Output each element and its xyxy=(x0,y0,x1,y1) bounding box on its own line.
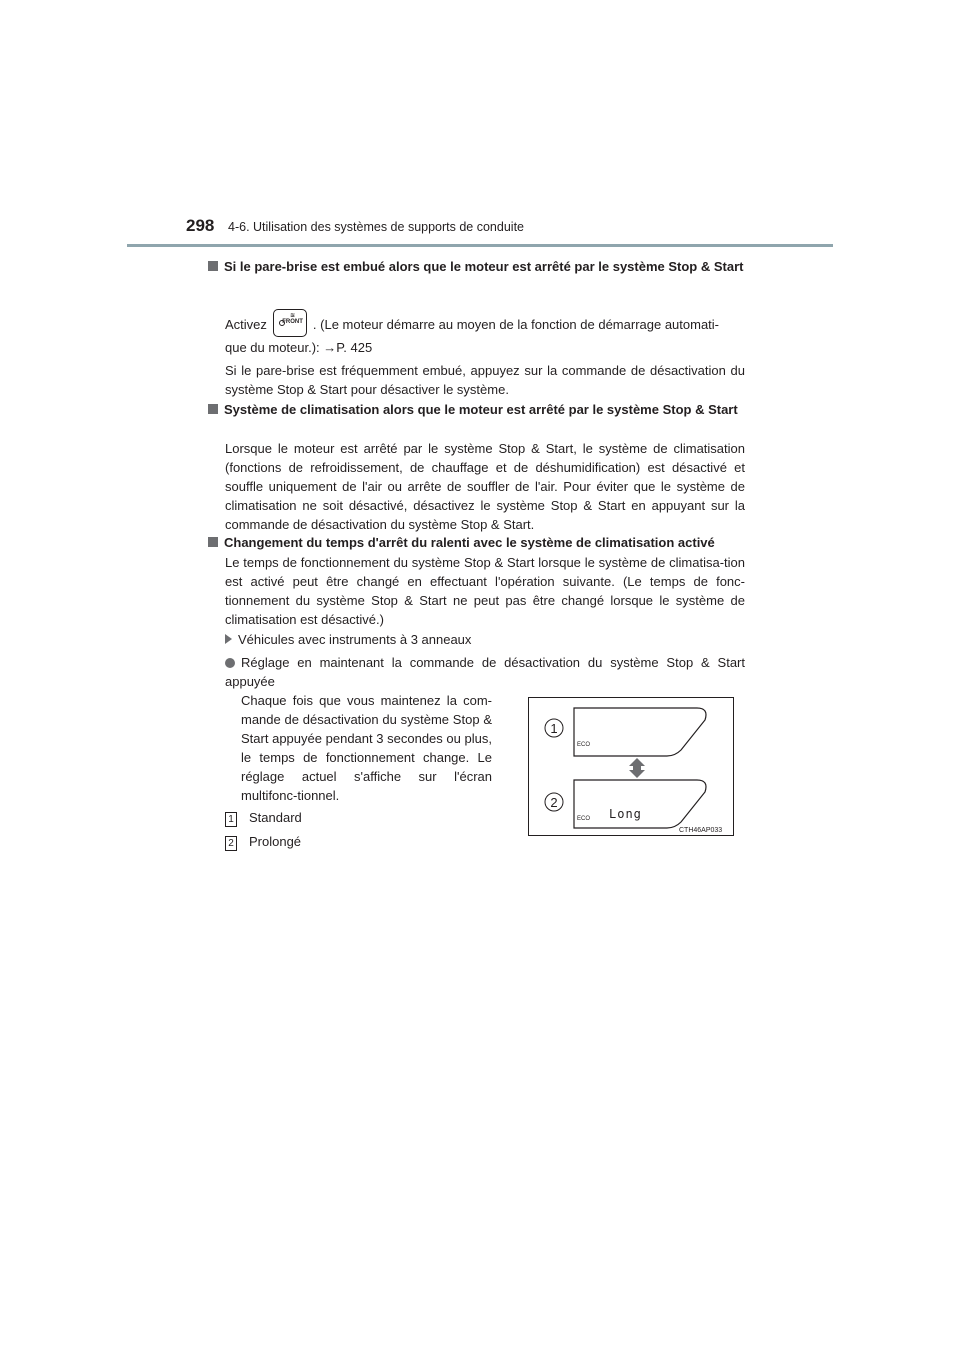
circle-bullet-icon xyxy=(225,658,235,668)
square-bullet-icon xyxy=(208,404,218,414)
square-bullet-icon xyxy=(208,261,218,271)
callout-2: 2 xyxy=(550,795,558,810)
figure-code: CTH46AP033 xyxy=(679,827,723,834)
switch-arrow-icon xyxy=(629,758,645,778)
procedure-detail: Chaque fois que vous maintenez la com-mande de désactivation du système Stop & Start appuyée pendant 3 secondes ou plus, le temps de fonctionnement change. Le réglage actuel s'affiche sur l'écran multifonc-tionnel. xyxy=(241,693,492,803)
section-heading-text: Système de climatisation alors que le moteur est arrêté par le système Stop & Start xyxy=(224,402,738,417)
section1-body: Si le pare-brise est fréquemment embué, appuyez sur la commande de désactivation du système Stop & Start pour désactiver le système. xyxy=(225,363,745,397)
defroster-glyph: ≋ FRONT xyxy=(282,313,303,325)
section3-body: Le temps de fonctionnement du système Stop & Start lorsque le système de climatisa-tion est activé peut être changé en effectuant l'opération suivante. (Le temps de fonc-tionnement du système Stop & Start ne peut pas être changé lorsque le système de climatisation est désactivé.) xyxy=(225,555,745,627)
legend-label-2: Prolongé xyxy=(249,834,302,849)
legend-label-1: Standard xyxy=(249,810,302,825)
chapter-title: 4-6. Utilisation des systèmes de supports de conduite xyxy=(228,220,524,234)
legend-item-1 xyxy=(225,808,302,827)
legend-item-2 xyxy=(225,832,301,851)
multi-info-display-figure xyxy=(528,697,734,836)
section-heading-idle-time xyxy=(208,533,748,552)
section-heading-text: Si le pare-brise est embué alors que le moteur est arrêté par le système Stop & Start xyxy=(224,259,744,274)
square-bullet-icon xyxy=(208,537,218,547)
section-heading-air-conditioning xyxy=(208,400,748,419)
display-illustration xyxy=(529,698,733,835)
section2-body: Lorsque le moteur est arrêté par le système Stop & Start, le système de climatisation (fonctions de refroidissement, de chauffage et de déshumidification) est désactivé et souffle uniquement de l'air ou arrête de souffler de l'air. Pour éviter que le système de climatisation ne soit désactivé, désactivez le système Stop & Start en appuyant sur la commande de désactivation du système Stop & Start. xyxy=(225,441,745,532)
triangle-bullet-icon xyxy=(225,634,232,644)
callout-1: 1 xyxy=(550,721,558,736)
legend-number-2: 2 xyxy=(225,836,237,851)
display-panel-standard xyxy=(574,708,706,756)
activate-text: Activez xyxy=(225,317,267,332)
procedure-bullet-text: Réglage en maintenant la commande de désactivation du système Stop & Start appuyée xyxy=(225,655,745,689)
long-indicator-text: Long xyxy=(609,807,642,821)
legend-number-1: 1 xyxy=(225,812,237,827)
vehicle-condition-text: Véhicules avec instruments à 3 anneaux xyxy=(238,632,472,647)
header-divider xyxy=(127,244,833,247)
eco-label-1: ECO xyxy=(577,742,591,748)
procedure-bullet xyxy=(225,653,745,691)
page-number: 298 xyxy=(186,216,215,235)
activate-line-2: que du moteur.): →P. 425 xyxy=(225,340,373,355)
front-defroster-button-icon xyxy=(273,309,307,337)
eco-label-2: ECO xyxy=(577,816,591,822)
vehicle-condition xyxy=(225,630,745,649)
section-heading-fogged-windshield xyxy=(208,257,748,276)
activate-line xyxy=(225,309,755,337)
section-heading-text: Changement du temps d'arrêt du ralenti avec le système de climatisation activé xyxy=(224,535,715,550)
front-label: FRONT xyxy=(282,319,303,325)
activate-text-after: . (Le moteur démarre au moyen de la fonction de démarrage automati- xyxy=(312,317,720,332)
